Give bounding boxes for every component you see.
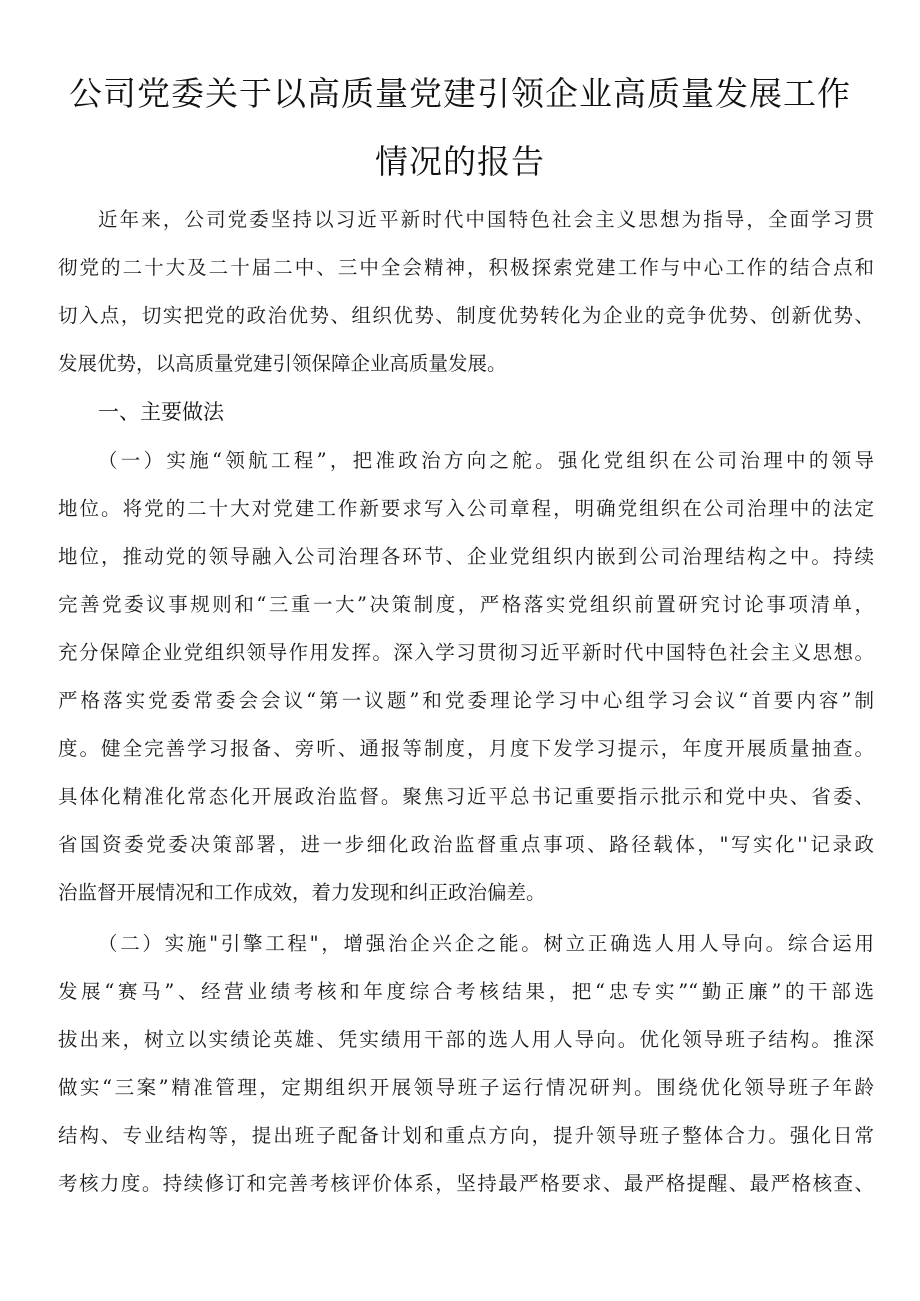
paragraph-line: 具体化精准化常态化开展政治监督。聚焦习近平总书记重要指示批示和党中央、省委、 (58, 785, 874, 808)
paragraph-line: 度。健全完善学习报备、旁听、通报等制度，月度下发学习提示，年度开展质量抽查。 (58, 737, 874, 760)
paragraph-line: 发展“赛马”、经营业绩考核和年度综合考核结果，把“忠专实”“勤正廉”的干部选 (58, 980, 874, 1003)
paragraph-line: （二）实施"引擎工程"，增强治企兴企之能。树立正确选人用人导向。综合运用 (98, 932, 874, 955)
document-title-line-1: 公司党委关于以高质量党建引领企业高质量发展工作 (69, 74, 851, 113)
section-heading: 一、主要做法 (98, 400, 224, 424)
intro-line: 近年来，公司党委坚持以习近平新时代中国特色社会主义思想为指导，全面学习贯 (98, 208, 874, 231)
paragraph-line: （一）实施“领航工程”，把准政治方向之舵。强化党组织在公司治理中的领导 (98, 449, 874, 472)
paragraph-line: 考核力度。持续修订和完善考核评价体系，坚持最严格要求、最严格提醒、最严格核查、 (58, 1172, 874, 1195)
paragraph-line: 地位，推动党的领导融入公司治理各环节、企业党组织内嵌到公司治理结构之中。持续 (58, 545, 874, 568)
paragraph-line: 省国资委党委决策部署，进一步细化政治监督重点事项、路径载体，"写实化''记录政 (58, 833, 874, 856)
paragraph-line: 地位。将党的二十大对党建工作新要求写入公司章程，明确党组织在公司治理中的法定 (58, 497, 874, 520)
intro-line: 发展优势，以高质量党建引领保障企业高质量发展。 (58, 352, 507, 375)
paragraph-line: 严格落实党委常委会会议“第一议题”和党委理论学习中心组学习会议“首要内容”制 (58, 689, 874, 712)
paragraph-line: 拔出来，树立以实绩论英雄、凭实绩用干部的选人用人导向。优化领导班子结构。推深 (58, 1028, 874, 1051)
intro-line: 彻党的二十大及二十届二中、三中全会精神，积极探索党建工作与中心工作的结合点和 (58, 256, 874, 279)
paragraph-line: 完善党委议事规则和“三重一大”决策制度，严格落实党组织前置研究讨论事项清单， (58, 593, 874, 616)
paragraph-line: 充分保障企业党组织领导作用发挥。深入学习贯彻习近平新时代中国特色社会主义思想。 (58, 641, 874, 664)
paragraph-line: 做实“三案”精准管理，定期组织开展领导班子运行情况研判。围绕优化领导班子年龄 (58, 1076, 874, 1099)
intro-line: 切入点，切实把党的政治优势、组织优势、制度优势转化为企业的竞争优势、创新优势、 (58, 304, 874, 327)
paragraph-line: 治监督开展情况和工作成效，着力发现和纠正政治偏差。 (58, 881, 546, 904)
document-title-line-2: 情况的报告 (375, 142, 545, 181)
paragraph-line: 结构、专业结构等，提出班子配备计划和重点方向，提升领导班子整体合力。强化日常 (58, 1124, 874, 1147)
